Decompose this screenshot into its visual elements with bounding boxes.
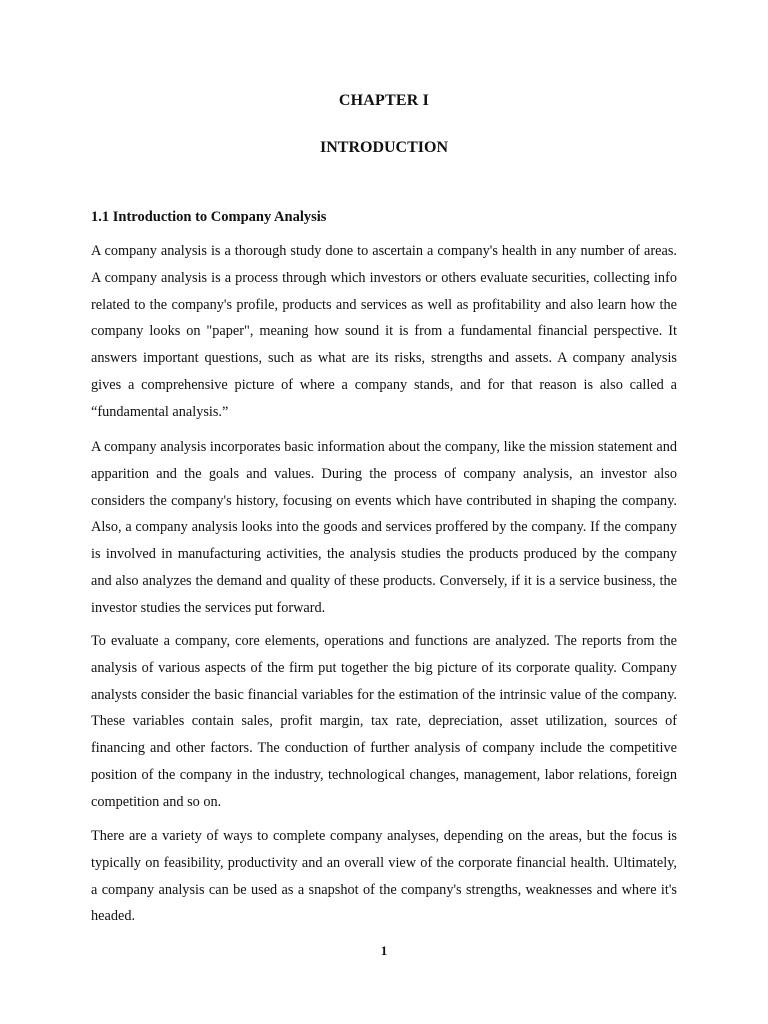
paragraph-3: To evaluate a company, core elements, operations and functions are analyzed. The reports from the analysis of various aspects of the firm put together the big picture of its corporate quality. Company analysts consider the basic financial variables for the estimation of the intrinsic value of the company. These variables contain sales, profit margin, tax rate, depreciation, asset utilization, sources of financing and other factors. The conduction of further analysis of company include the competitive position of the company in the industry, technological changes, management, labor relations, foreign competition and so on. — [91, 633, 677, 810]
paragraph-2: A company analysis incorporates basic information about the company, like the mission statement and apparition and the goals and values. During the process of company analysis, an investor also considers the company's history, focusing on events which have contributed in shaping the company. Also, a company analysis looks into the goods and services proffered by the company. If the company is involved in manufacturing activities, the analysis studies the products produced by the company and also analyzes the demand and quality of these products. Conversely, if it is a service business, the investor studies the services put forward. — [91, 439, 677, 616]
page-number: 1 — [380, 943, 388, 958]
paragraph-1: A company analysis is a thorough study done to ascertain a company's health in any number of areas. A company analysis is a process through which investors or others evaluate securities, collecting info related to the company's profile, products and services as well as profitability and also learn how the company looks on "paper", meaning how sound it is from a fundamental financial perspective. It answers important questions, such as what are its risks, strengths and assets. A company analysis gives a comprehensive picture of where a company stands, and for that reason is also called a “fundamental analysis.” — [91, 243, 677, 420]
chapter-title: INTRODUCTION — [319, 139, 448, 156]
chapter-label: CHAPTER I — [338, 92, 430, 109]
section-heading: 1.1 Introduction to Company Analysis — [91, 209, 327, 225]
paragraph-4: There are a variety of ways to complete company analyses, depending on the areas, but the focus is typically on feasibility, productivity and an overall view of the corporate financial health. Ultimately, a company analysis can be used as a snapshot of the company's strengths, weaknesses and where it's headed. — [91, 828, 677, 925]
